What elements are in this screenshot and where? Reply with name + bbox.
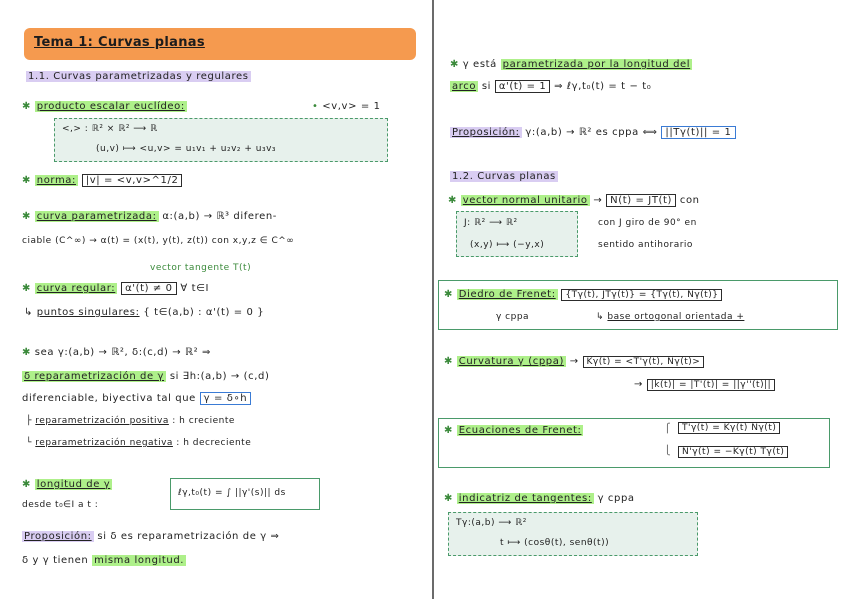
curva-regular-formula: α'(t) ≠ 0 [121, 282, 177, 295]
j-desc-2: sentido antihorario [598, 240, 693, 250]
asterisk-icon: ✱ [22, 101, 31, 112]
vnu-row [448, 194, 700, 208]
column-divider [432, 0, 434, 599]
curva-regular-forall: ∀ t∈I [180, 283, 210, 294]
proposicion-text-1: si δ es reparametrización de γ ⇒ [97, 531, 280, 542]
title-banner [24, 28, 416, 60]
frenet-eq-1: T'γ(t) = Kγ(t) Nγ(t) [678, 422, 780, 434]
prop-cppa-label: Proposición: [452, 127, 520, 138]
misma-longitud-highlight: misma longitud. [94, 555, 185, 566]
arrow-hook-icon: ↳ [24, 307, 33, 318]
pe-note-text: <v,v> = 1 [322, 101, 381, 112]
j-line-1: J: ℝ² ⟶ ℝ² [464, 218, 518, 228]
curva-param-row [22, 210, 277, 224]
diedro-cppa: γ cppa [496, 312, 530, 322]
norma-formula: |v| = <v,v>^1/2 [82, 174, 183, 187]
prop-cppa-text: γ:(a,b) → ℝ² es cppa ⟺ [525, 127, 658, 138]
pe-line-2: (u,v) ⟼ <u,v> = u₁v₁ + u₂v₂ + u₃v₃ [96, 144, 277, 154]
pla-row [450, 58, 692, 72]
section-1-2 [450, 170, 558, 184]
vnu-label: vector normal unitario [462, 195, 588, 206]
asterisk-icon: ✱ [444, 356, 453, 367]
longitud-label: longitud de γ [36, 479, 111, 490]
sea-row [22, 346, 211, 360]
curva-regular-row [22, 282, 209, 296]
curva-param-text-2: ciable (C^∞) → α(t) = (x(t), y(t), z(t)) con x,y,z ∈ C^∞ [22, 236, 295, 246]
j-desc-1: con J giro de 90° en [598, 218, 697, 228]
pla-si: si [481, 81, 492, 92]
reparam-positiva-row [26, 414, 235, 428]
curvatura-label: Curvatura γ (cppa) [458, 356, 564, 367]
reparam-text-1: si ∃h:(a,b) → (c,d) [169, 371, 270, 382]
reparam-positiva-text: : h creciente [172, 416, 235, 426]
asterisk-icon: ✱ [22, 347, 31, 358]
diedro-formula: {Tγ(t), JTγ(t)} = {Tγ(t), Nγ(t)} [561, 289, 722, 301]
branch-icon: ├ [26, 416, 32, 426]
pla-row-2 [450, 80, 651, 94]
frenet-eq-2: N'γ(t) = −Kγ(t) Tγ(t) [678, 446, 788, 458]
vnu-con: con [679, 195, 700, 206]
bullet-icon: • [312, 101, 319, 112]
indicatriz-line-2: t ⟼ (cosθ(t), senθ(t)) [500, 538, 610, 548]
longitud-formula: ℓγ,t₀(t) = ∫ ||γ'(s)|| ds [178, 488, 286, 498]
pla-result: ⇒ ℓγ,t₀(t) = t − t₀ [554, 81, 652, 92]
reparam-label: δ reparametrización de γ [24, 371, 165, 382]
arrow-right-icon: → [634, 379, 643, 390]
section-1-2-label: 1.2. Curvas planas [452, 171, 556, 182]
branch-end-icon: └ [26, 438, 32, 448]
asterisk-icon: ✱ [448, 195, 457, 206]
diedro-label: Diedro de Frenet: [458, 289, 556, 300]
longitud-text: desde t₀∈I a t : [22, 500, 99, 510]
reparam-negativa-row [26, 436, 251, 450]
reparam-formula: γ = δ∘h [200, 392, 252, 405]
reparam-text-2: diferenciable, biyectiva tal que [22, 393, 196, 404]
puntos-singulares-label: puntos singulares: [36, 307, 140, 318]
puntos-singulares-formula: { t∈(a,b) : α'(t) = 0 } [143, 307, 265, 318]
frenet-brace-icon: ⎧ [664, 424, 672, 434]
norma-label: norma: [36, 175, 76, 186]
curva-regular-label: curva regular: [36, 283, 116, 294]
curva-param-label: curva parametrizada: [36, 211, 157, 222]
reparam-negativa-text: : h decreciente [176, 438, 252, 448]
indicatriz-row [444, 492, 635, 506]
section-1-1-label: 1.1. Curvas parametrizadas y regulares [28, 71, 249, 82]
vector-tangente-label: vector tangente T(t) [150, 263, 252, 273]
curvatura-formula-2: |k(t)| = |T'(t)| = ||γ''(t)|| [647, 379, 775, 391]
reparam-positiva-label: reparametrización positiva [35, 416, 169, 426]
reparam-row [22, 370, 269, 384]
proposicion-label: Proposición: [24, 531, 92, 542]
j-line-2: (x,y) ⟼ (−y,x) [470, 240, 545, 250]
frenet-brace-end-icon: ⎩ [664, 446, 672, 456]
curva-param-text-1: α:(a,b) → ℝ³ diferen- [162, 211, 278, 222]
arrow-right-icon: → [569, 356, 579, 367]
arrow-right-icon: → [593, 195, 603, 206]
frenet-eq-2-row [678, 445, 788, 459]
curvatura-row [444, 355, 704, 369]
asterisk-icon: ✱ [450, 59, 459, 70]
frenet-eq-1-row [678, 421, 780, 435]
curvatura-formula-1: Kγ(t) = <T'γ(t), Nγ(t)> [583, 356, 705, 368]
diedro-base-row [596, 310, 744, 324]
producto-escalar-row [22, 100, 187, 114]
proposicion-text-2: δ y γ tienen [22, 555, 89, 566]
diedro-base: base ortogonal orientada + [607, 312, 745, 322]
pe-line-1: <,> : ℝ² × ℝ² ⟶ ℝ [62, 124, 158, 134]
page-title: Tema 1: Curvas planas [34, 35, 205, 50]
diedro-row [444, 288, 722, 302]
asterisk-icon: ✱ [444, 493, 453, 504]
asterisk-icon: ✱ [22, 283, 31, 294]
frenet-label: Ecuaciones de Frenet: [458, 425, 582, 436]
vnu-formula: N(t) = JT(t) [606, 194, 676, 207]
norma-row [22, 174, 182, 188]
proposicion-row-2 [22, 554, 186, 568]
prop-cppa-row [450, 126, 736, 140]
puntos-singulares-row [24, 306, 264, 320]
pla-prefix: γ está [462, 59, 497, 70]
pla-label: parametrizada por la longitud del [502, 59, 691, 70]
producto-escalar-label: producto escalar euclídeo: [36, 101, 185, 112]
prop-cppa-formula: ||Tγ(t)|| = 1 [661, 126, 735, 139]
producto-escalar-note [312, 100, 381, 114]
frenet-row [444, 424, 583, 438]
indicatriz-label: indicatriz de tangentes: [458, 493, 592, 504]
proposicion-row [22, 530, 280, 544]
arrow-hook-icon: ↳ [596, 312, 605, 322]
section-1-1 [26, 70, 251, 84]
asterisk-icon: ✱ [22, 175, 31, 186]
pla-arco: arco [452, 81, 477, 92]
asterisk-icon: ✱ [22, 479, 31, 490]
indicatriz-line-1: Tγ:(a,b) ⟶ ℝ² [456, 518, 527, 528]
indicatriz-cppa: γ cppa [597, 493, 635, 504]
pla-formula: α'(t) = 1 [495, 80, 551, 93]
curvatura-row-2 [634, 378, 775, 392]
asterisk-icon: ✱ [444, 289, 453, 300]
reparam-negativa-label: reparametrización negativa [35, 438, 173, 448]
asterisk-icon: ✱ [444, 425, 453, 436]
asterisk-icon: ✱ [22, 211, 31, 222]
reparam-row-2 [22, 392, 251, 406]
longitud-row [22, 478, 112, 492]
sea-text: sea γ:(a,b) → ℝ², δ:(c,d) → ℝ² ⇒ [34, 347, 211, 358]
